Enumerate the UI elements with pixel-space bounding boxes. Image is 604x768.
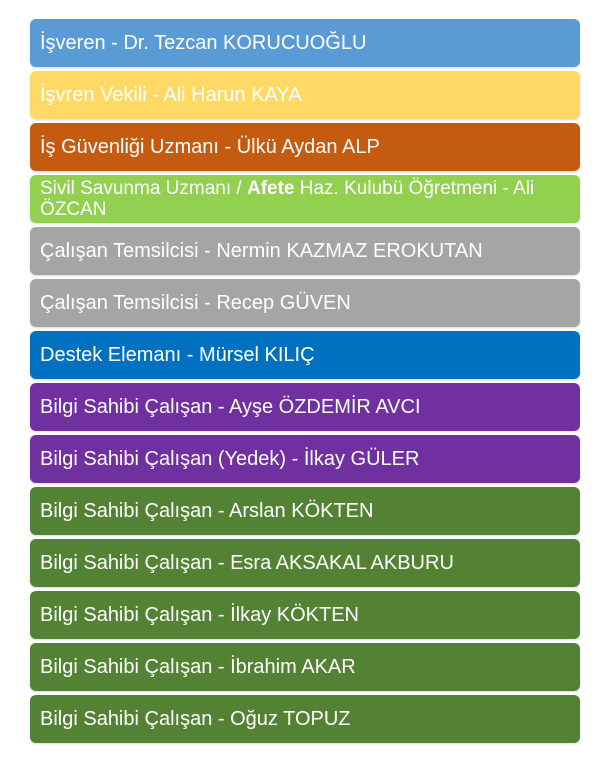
list-item-knowledgeable-employee-1: [30, 383, 580, 431]
list-item-label: Destek Elemanı - Mürsel KILIÇ: [40, 344, 315, 366]
list-item-knowledgeable-employee-5: [30, 643, 580, 691]
list-item-label-bold: Afete: [246, 178, 295, 199]
list-item-employee-rep-1: [30, 227, 580, 275]
list-item-civil-defense-expert: [30, 175, 580, 223]
list-item-knowledgeable-employee-reserve: [30, 435, 580, 483]
list-item-label-post: Haz. Kulubü Öğretmeni - Ali ÖZCAN: [40, 178, 535, 220]
list-item-label: İş Güvenliği Uzmanı - Ülkü Aydan ALP: [40, 136, 380, 158]
list-item-employer: [30, 19, 580, 67]
list-item-label: Bilgi Sahibi Çalışan - Esra AKSAKAL AKBURU: [40, 552, 454, 574]
list-item-employer-deputy: [30, 71, 580, 119]
list-item-label: İşveren - Dr. Tezcan KORUCUOĞLU: [40, 32, 367, 54]
list-item-employee-rep-2: [30, 279, 580, 327]
list-item-knowledgeable-employee-2: [30, 487, 580, 535]
list-item-label: Bilgi Sahibi Çalışan - Ayşe ÖZDEMİR AVCI: [40, 396, 421, 418]
list-item-knowledgeable-employee-6: [30, 695, 580, 743]
personnel-list: [30, 19, 580, 747]
list-item-label: Bilgi Sahibi Çalışan - İlkay KÖKTEN: [40, 604, 360, 626]
list-item-label: İşvren Vekili - Ali Harun KAYA: [40, 84, 302, 106]
list-item-support-staff: [30, 331, 580, 379]
list-item-knowledgeable-employee-4: [30, 591, 580, 639]
list-item-label: [40, 178, 570, 220]
list-item-label: Bilgi Sahibi Çalışan - İbrahim AKAR: [40, 656, 356, 678]
list-item-label-pre: Sivil Savunma Uzmanı /: [40, 178, 247, 199]
list-item-label: Çalışan Temsilcisi - Recep GÜVEN: [40, 292, 351, 314]
list-item-knowledgeable-employee-3: [30, 539, 580, 587]
list-item-label: Bilgi Sahibi Çalışan - Oğuz TOPUZ: [40, 708, 351, 730]
list-item-label: Bilgi Sahibi Çalışan (Yedek) - İlkay GÜLER: [40, 448, 420, 470]
list-item-label: Bilgi Sahibi Çalışan - Arslan KÖKTEN: [40, 500, 374, 522]
list-item-safety-expert: [30, 123, 580, 171]
list-item-label: Çalışan Temsilcisi - Nermin KAZMAZ EROKUTAN: [40, 240, 483, 262]
